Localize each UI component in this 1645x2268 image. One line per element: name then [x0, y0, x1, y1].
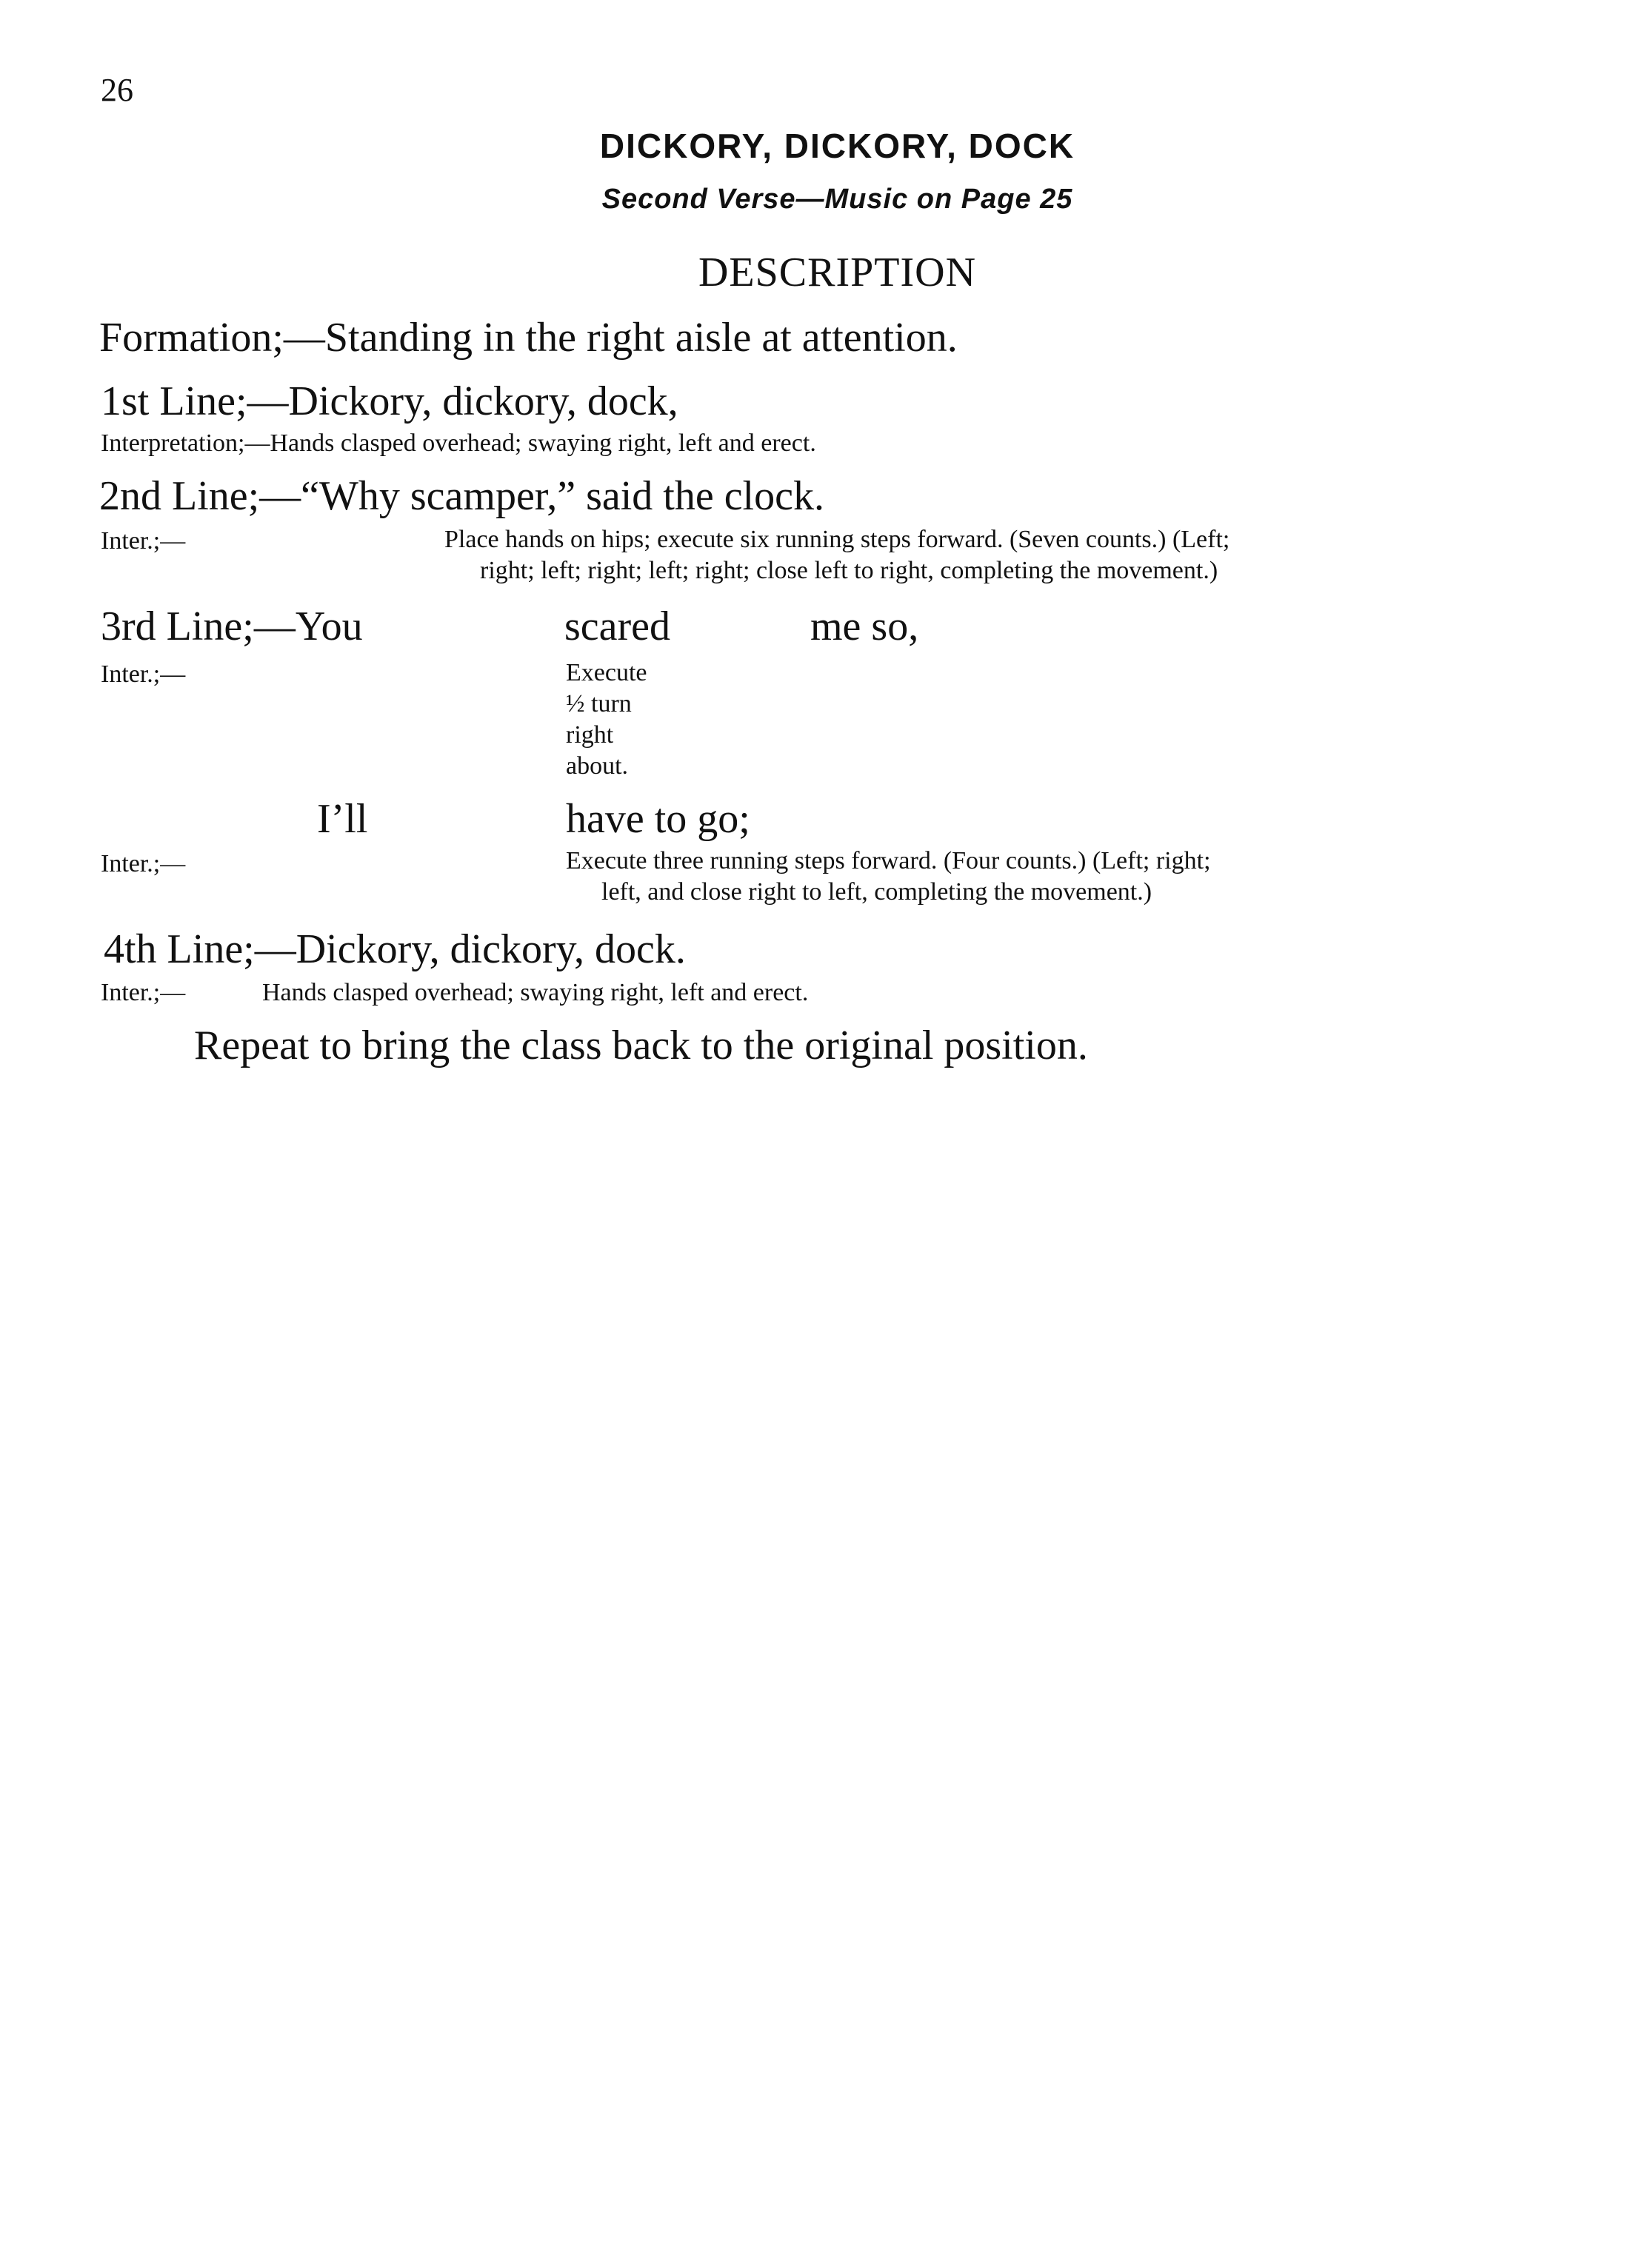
line3-word-have-to-go: have to go; [566, 796, 750, 842]
scared-inter-2: ½ turn [566, 690, 632, 717]
line3-inter2-label: Inter.;— [101, 850, 186, 877]
line2-interpretation [444, 524, 1570, 586]
line3-inter2-line1: Execute three running steps forward. (Four counts.) (Left; right; [566, 847, 1211, 874]
line2-lyric: 2nd Line;—“Why scamper,” said the clock. [99, 473, 824, 519]
line1-lyric: 1st Line;—Dickory, dickory, dock, [101, 378, 678, 424]
formation-line: Formation;—Standing in the right aisle at attention. [99, 315, 958, 361]
line2-inter-line1: Place hands on hips; execute six running steps forward. (Seven counts.) (Left; [444, 526, 1230, 553]
line2-inter-line2: right; left; right; left; right; close left to right, completing the movement.) [480, 557, 1218, 584]
page-title: DICKORY, DICKORY, DOCK [599, 127, 1075, 165]
line3-inter2-line2: left, and close right to left, completing the movement.) [601, 878, 1152, 906]
line3-scared-interpretation [566, 658, 788, 782]
line3-interpretation-2 [566, 846, 1570, 908]
line4-inter-label: Inter.;— [101, 979, 186, 1006]
scared-inter-1: Execute [566, 659, 647, 686]
page-number: 26 [101, 72, 133, 108]
subtitle: Second Verse—Music on Page 25 [601, 184, 1073, 215]
line4-lyric: 4th Line;—Dickory, dickory, dock. [104, 926, 686, 972]
section-heading: DESCRIPTION [698, 250, 977, 295]
line3-word-scared: scared [564, 603, 671, 649]
scared-inter-3: right [566, 721, 614, 749]
line3-word-ill: I’ll [317, 796, 368, 842]
scared-inter-4: about. [566, 752, 629, 780]
line2-inter-label: Inter.;— [101, 527, 186, 555]
closing-instruction: Repeat to bring the class back to the original position. [194, 1023, 1088, 1068]
line3-word-me-so: me so, [810, 603, 919, 649]
line3-lyric-lead: 3rd Line;—You [101, 603, 363, 649]
line1-interpretation: Interpretation;—Hands clasped overhead; swaying right, left and erect. [101, 429, 816, 457]
line3-inter-label: Inter.;— [101, 660, 186, 688]
line4-interpretation: Hands clasped overhead; swaying right, left and erect. [262, 979, 809, 1006]
